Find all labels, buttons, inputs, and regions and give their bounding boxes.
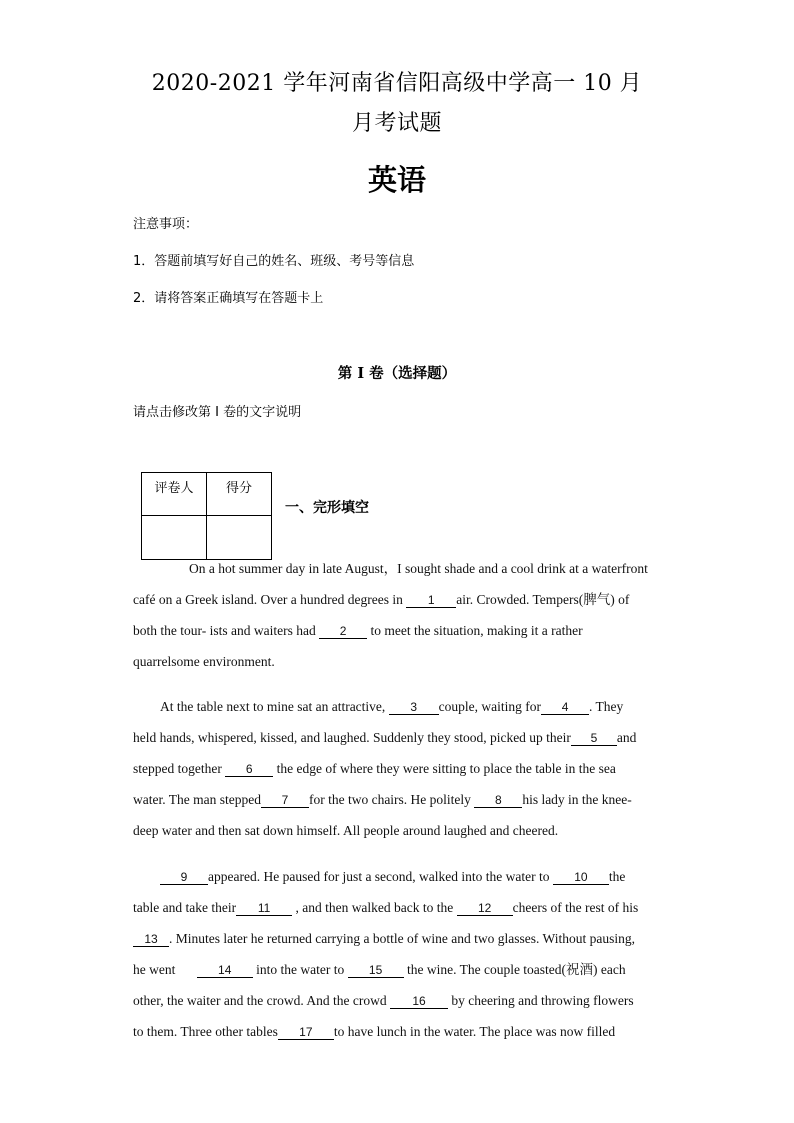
passage-line xyxy=(133,590,663,621)
blank-15[interactable]: 15 xyxy=(348,963,404,978)
subject-heading: 英语 xyxy=(367,163,426,197)
blank-12[interactable]: 12 xyxy=(457,901,513,916)
text: into the water to xyxy=(252,962,348,977)
text: appeared. He paused for just a second, walked into the water to xyxy=(208,869,553,884)
text: to them. Three other tables xyxy=(133,1024,278,1039)
text: . They xyxy=(589,699,624,714)
blank-16[interactable]: 16 xyxy=(390,994,448,1009)
text: both the tour- ists and waiters had xyxy=(133,623,320,638)
passage-line: deep water and then sat down himself. All people around laughed and cheered. xyxy=(133,823,559,838)
blank-9[interactable]: 9 xyxy=(160,870,208,885)
text: he went xyxy=(133,962,179,977)
passage-line xyxy=(133,991,663,1022)
blank-14[interactable]: 14 xyxy=(197,963,253,978)
title-line-2: 月考试题 xyxy=(351,111,442,136)
note-item: 1．答题前填写好自己的姓名、班级、考号等信息 xyxy=(133,254,415,269)
text: couple, waiting for xyxy=(438,699,542,714)
text: the edge of where they were sitting to place the table in the sea xyxy=(273,761,616,776)
text: cheers of the rest of his xyxy=(512,900,639,915)
blank-4[interactable]: 4 xyxy=(541,700,589,715)
text: table and take their xyxy=(133,900,237,915)
text: and xyxy=(616,730,637,745)
blank-11[interactable]: 11 xyxy=(236,901,292,916)
passage-line: On a hot summer day in late August，I sought shade and a cool drink at a waterfront xyxy=(189,561,648,576)
text: . Minutes later he returned carrying a bottle of wine and two glasses. Without pausing, xyxy=(169,931,635,946)
passage-line xyxy=(133,929,663,960)
text: by cheering and throwing flowers xyxy=(448,993,634,1008)
passage-line xyxy=(133,728,663,759)
text: other, the waiter and the crowd. And the crowd xyxy=(133,993,391,1008)
text: café on a Greek island. Over a hundred degrees in xyxy=(133,592,407,607)
text: water. The man stepped xyxy=(133,792,261,807)
blank-6[interactable]: 6 xyxy=(225,762,273,777)
blank-5[interactable]: 5 xyxy=(571,731,617,746)
passage-line xyxy=(133,960,663,991)
text: his lady in the knee- xyxy=(522,792,632,807)
notes-block xyxy=(133,215,414,326)
passage-line xyxy=(133,759,663,790)
title-line-1: 2020-2021 学年河南省信阳高级中学高一 10 月 xyxy=(151,71,643,96)
score-cell-grader[interactable] xyxy=(142,516,207,560)
blank-2[interactable]: 2 xyxy=(319,624,367,639)
blank-7[interactable]: 7 xyxy=(261,793,309,808)
blank-13[interactable]: 13 xyxy=(133,932,169,947)
passage-line: quarrelsome environment. xyxy=(133,654,275,669)
exam-title xyxy=(100,64,694,144)
note-item: 2．请将答案正确填写在答题卡上 xyxy=(133,291,324,306)
passage-line xyxy=(133,1022,663,1053)
text: the wine. The couple toasted(祝酒) each xyxy=(403,962,626,977)
blank-10[interactable]: 10 xyxy=(553,870,609,885)
text: the xyxy=(608,869,626,884)
blank-3[interactable]: 3 xyxy=(389,700,439,715)
text: to have lunch in the water. The place was now filled xyxy=(333,1024,616,1039)
part-description[interactable]: 请点击修改第 I 卷的文字说明 xyxy=(133,405,302,420)
section-title: 一、完形填空 xyxy=(285,500,369,516)
notes-heading: 注意事项： xyxy=(133,217,199,232)
passage-paragraph-2 xyxy=(133,697,663,852)
score-cell-score[interactable] xyxy=(207,516,272,560)
score-header-score: 得分 xyxy=(207,473,272,516)
blank-17[interactable]: 17 xyxy=(278,1025,334,1040)
passage-line xyxy=(133,697,663,728)
text: held hands, whispered, kissed, and laughed. Suddenly they stood, picked up their xyxy=(133,730,571,745)
text: stepped together xyxy=(133,761,226,776)
blank-1[interactable]: 1 xyxy=(406,593,456,608)
passage-line xyxy=(133,790,663,821)
text: for the two chairs. He politely xyxy=(308,792,475,807)
score-header-grader: 评卷人 xyxy=(142,473,207,516)
passage-line xyxy=(133,898,663,929)
passage-paragraph-1 xyxy=(133,559,663,683)
text: air. Crowded. Tempers(脾气) of xyxy=(456,592,630,607)
text: to meet the situation, making it a rather xyxy=(367,623,583,638)
passage-paragraph-3 xyxy=(133,867,663,1053)
text: , and then walked back to the xyxy=(292,900,457,915)
passage-line xyxy=(133,621,663,652)
blank-8[interactable]: 8 xyxy=(474,793,522,808)
passage-line xyxy=(133,867,663,898)
text: At the table next to mine sat an attractive, xyxy=(160,699,389,714)
score-table xyxy=(141,472,272,560)
part-title: 第 I 卷（选择题） xyxy=(337,365,457,382)
